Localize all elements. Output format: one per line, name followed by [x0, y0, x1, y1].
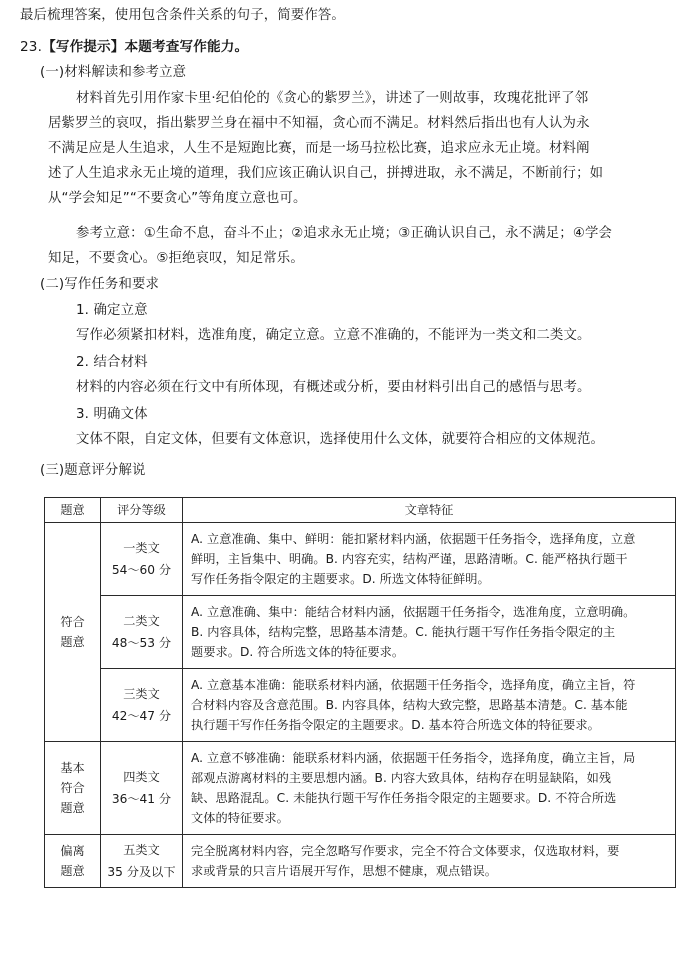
description-line: 文体的特征要求。 [191, 811, 289, 825]
description-line: A. 立意准确、集中、鲜明：能扣紧材料内涵，依据题干任务指令，选择角度，立意 [191, 532, 636, 546]
category-cell [45, 523, 101, 742]
category-text: 题意 [60, 864, 85, 878]
table-header-row [45, 498, 676, 523]
grade-score: 48～53 分 [111, 636, 172, 650]
description-line: 题要求。D. 符合所选文体的特征要求。 [191, 645, 405, 659]
requirement-title: 2. 结合材料 [76, 355, 148, 370]
section1-para2-line: 知足，不要贪心。⑤拒绝哀叹，知足常乐。 [48, 251, 304, 266]
previous-answer-tail: 最后梳理答案，使用包含条件关系的句子，简要作答。 [20, 8, 345, 23]
table-row [45, 742, 676, 835]
description-line: 合材料内容及含意范围。B. 内容具体，结构大致完整，思路基本清楚。C. 基本能 [191, 698, 628, 712]
grade-name: 四类文 [123, 770, 160, 784]
category-text: 符合 [60, 615, 85, 629]
requirement-title: 3. 明确文体 [76, 407, 148, 422]
requirement-text: 写作必须紧扣材料，选准角度，确定立意。立意不准确的，不能评为一类文和二类文。 [76, 328, 591, 343]
section1-para1-line: 不满足应是人生追求，人生不是短跑比赛，而是一场马拉松比赛，追求应永无止境。材料阐 [48, 141, 590, 156]
table-header-cell: 题意 [45, 498, 101, 523]
description-line: B. 内容具体，结构完整，思路基本清楚。C. 能执行题干写作任务指令限定的主 [191, 625, 616, 639]
grade-score: 42～47 分 [111, 709, 172, 723]
category-text: 偏离 [60, 844, 85, 858]
table-row [45, 596, 676, 669]
description-cell [183, 669, 676, 742]
grade-name: 三类文 [123, 687, 160, 701]
grade-name: 二类文 [123, 614, 160, 628]
question-title: 【写作提示】本题考查写作能力。 [42, 39, 249, 55]
section1-para1-line: 居紫罗兰的哀叹，指出紫罗兰身在福中不知福，贪心而不满足。材料然后指出也有人认为永 [48, 116, 590, 131]
description-line: 完全脱离材料内容，完全忽略写作要求，完全不符合文体要求，仅选取材料，要 [191, 844, 620, 858]
description-line: 写作任务指令限定的主题要求。D. 所选文体特征鲜明。 [191, 572, 490, 586]
table-row [45, 523, 676, 596]
section1-heading: (一)材料解读和参考立意 [40, 65, 187, 80]
description-line: 求或背景的只言片语展开写作，思想不健康，观点错误。 [191, 864, 497, 878]
description-line: 缺、思路混乱。C. 未能执行题干写作任务指令限定的主题要求。D. 不符合所选 [191, 791, 617, 805]
scoring-table [44, 497, 676, 888]
category-text: 符合 [60, 781, 85, 795]
grade-cell [101, 669, 183, 742]
requirement-text: 材料的内容必须在行文中有所体现，有概述或分析，要由材料引出自己的感悟与思考。 [76, 380, 591, 395]
grade-cell [101, 835, 183, 888]
description-cell [183, 596, 676, 669]
description-line: 鲜明，主旨集中、明确。B. 内容充实，结构严谨，思路清晰。C. 能严格执行题干 [191, 552, 628, 566]
category-cell [45, 835, 101, 888]
grade-cell [101, 742, 183, 835]
grade-score: 35 分及以下 [107, 865, 176, 879]
category-cell [45, 742, 101, 835]
question-header [20, 37, 248, 57]
category-text: 基本 [60, 761, 85, 775]
description-line: 执行题干写作任务指令限定的主题要求。D. 基本符合所选文体的特征要求。 [191, 718, 600, 732]
description-line: A. 立意准确、集中：能结合材料内涵，依据题干任务指令，选准角度，立意明确。 [191, 605, 636, 619]
section2-heading: (二)写作任务和要求 [40, 277, 160, 292]
description-cell [183, 523, 676, 596]
grade-cell [101, 523, 183, 596]
section1-para1-line: 从“学会知足”“不要贪心”等角度立意也可。 [48, 191, 307, 206]
grade-cell [101, 596, 183, 669]
description-cell [183, 835, 676, 888]
section1-para1-line: 述了人生追求永无止境的道理，我们应该正确认识自己，拼搏进取，永不满足，不断前行；如 [48, 166, 604, 181]
category-text: 题意 [60, 801, 85, 815]
requirement-text: 文体不限，自定文体，但要有文体意识，选择使用什么文体，就要符合相应的文体规范。 [76, 432, 605, 447]
table-header-cell: 评分等级 [101, 498, 183, 523]
description-line: A. 立意不够准确：能联系材料内涵，依据题干任务指令，选择角度，确立主旨，局 [191, 751, 636, 765]
grade-score: 36～41 分 [111, 792, 172, 806]
table-row [45, 835, 676, 888]
table-header-cell: 文章特征 [183, 498, 676, 523]
grade-name: 五类文 [123, 843, 160, 857]
description-cell [183, 742, 676, 835]
grade-score: 54～60 分 [111, 563, 172, 577]
section3-heading: (三)题意评分解说 [40, 463, 146, 478]
section1-para1-line: 材料首先引用作家卡里·纪伯伦的《贪心的紫罗兰》，讲述了一则故事，玫瑰花批评了邻 [76, 91, 589, 106]
description-line: A. 立意基本准确：能联系材料内涵，依据题干任务指令，选择角度，确立主旨，符 [191, 678, 636, 692]
question-number: 23. [20, 39, 43, 55]
section1-para2-line: 参考立意：①生命不息，奋斗不止；②追求永无止境；③正确认识自己，永不满足；④学会 [76, 226, 613, 241]
grade-name: 一类文 [123, 541, 160, 555]
category-text: 题意 [60, 635, 85, 649]
table-row [45, 669, 676, 742]
requirement-title: 1. 确定立意 [76, 303, 148, 318]
description-line: 部观点游离材料的主要思想内涵。B. 内容大致具体，结构存在明显缺陷，如残 [191, 771, 612, 785]
